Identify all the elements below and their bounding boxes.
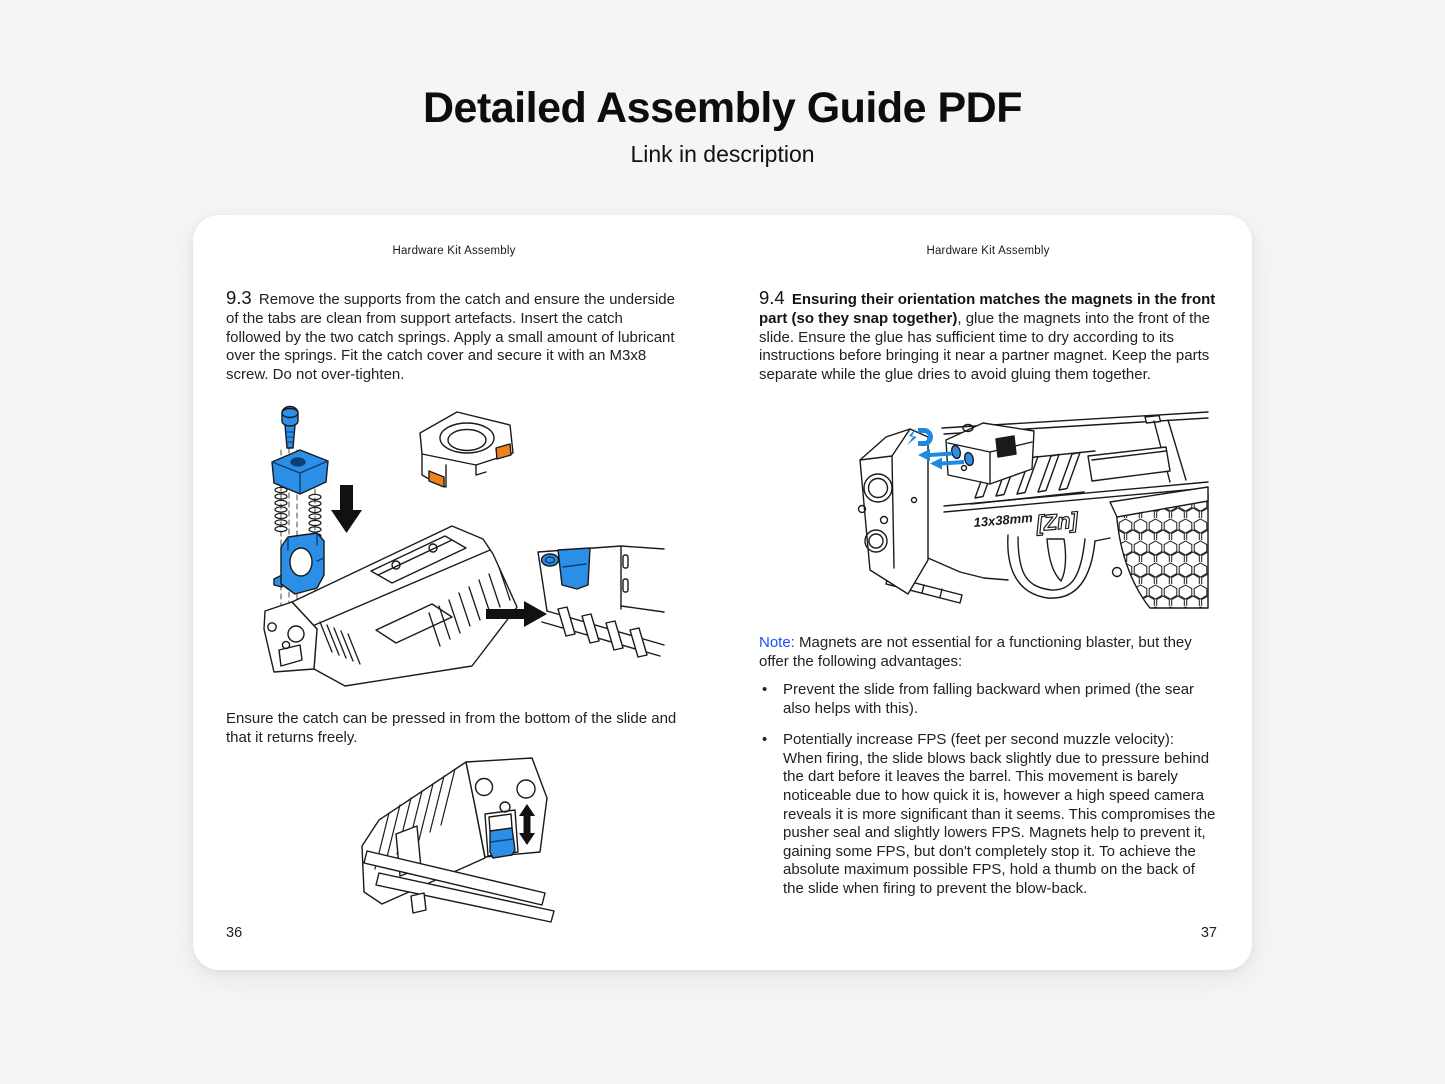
running-header-left: Hardware Kit Assembly [392, 245, 516, 257]
muzzle-block [859, 429, 929, 594]
section-bold-right: Ensuring their orientation matches the magnets in the front part (so they snap together) [759, 291, 1216, 327]
section-number-right: 9.4 [759, 287, 785, 308]
catch-springs [275, 487, 321, 538]
front-sight-block [946, 423, 1034, 484]
note-label: Note: [759, 634, 795, 651]
catch-in-slide [489, 814, 515, 858]
pdf-spread [193, 215, 1252, 970]
slide-marking-text [973, 507, 1080, 536]
catch-assembly-diagram [224, 398, 665, 689]
section-text-right: , glue the magnets into the front of the slide. Ensure the glue has sufficient time to dry according to its instructions before bringing it near a partner magnet. Keep the parts separate while the glue dries to avoid gluing them together. [759, 309, 1211, 383]
frame-trigger-guard [886, 487, 1208, 608]
list-item: • Potentially increase FPS (feet per second muzzle velocity): When firing, the slide blows back slightly due to pressure behind the dart before it leaves the barrel. This movement is barely noticeable due to how quick it is, however a high speed camera reveals it is more significant than it seems. This compromises the pusher seal and slightly lowers FPS. Magnets help to prevent it, gaining some FPS, but don't completely stop it. To achieve the absolute maximum possible FPS, hold a thumb on the back of the slide when firing to prevent the blow-back. [759, 731, 1217, 898]
pdf-page-left [226, 215, 682, 970]
page-number-right: 37 [1200, 925, 1217, 941]
page-title: Detailed Assembly Guide PDF [422, 84, 1023, 132]
running-header-right: Hardware Kit Assembly [926, 245, 1050, 257]
page-number-left: 36 [226, 925, 243, 941]
note-text: Magnets are not essential for a functioning blaster, but they offer the following advantages: [759, 634, 1192, 670]
note-paragraph [759, 634, 1217, 671]
pdf-page-right [759, 215, 1217, 970]
section-text-left: Remove the supports from the catch and ensure the underside of the tabs are clean from support artefacts. Insert the catch followed by the two catch springs. Apply a small amount of lubricant over the springs. Fit the catch cover and secure it with an M3x8 screw. Do not over-tighten. [226, 291, 675, 383]
check-text: Ensure the catch can be pressed in from the bottom of the slide and that it returns freely. [226, 710, 677, 746]
section-9-3 [226, 287, 682, 384]
slide-marking: 13x38mm [972, 509, 1034, 530]
m3x8-screw [282, 407, 298, 449]
ejection-window [1088, 447, 1170, 481]
magnet-placement-diagram [848, 408, 1210, 620]
catch-cover-part [420, 412, 513, 487]
section-number-left: 9.3 [226, 287, 252, 308]
arrow-down [331, 485, 362, 533]
catch-test-diagram [339, 754, 601, 936]
slide-marking-zn: [Zn] [1035, 507, 1079, 536]
page-subtitle: Link in description [630, 141, 815, 167]
advantages-list [759, 681, 1217, 912]
catch-installed-detail [538, 546, 664, 657]
section-9-4 [759, 287, 1217, 384]
list-item: • Prevent the slide from falling backward when primed (the sear also helps with this). [759, 681, 1217, 718]
